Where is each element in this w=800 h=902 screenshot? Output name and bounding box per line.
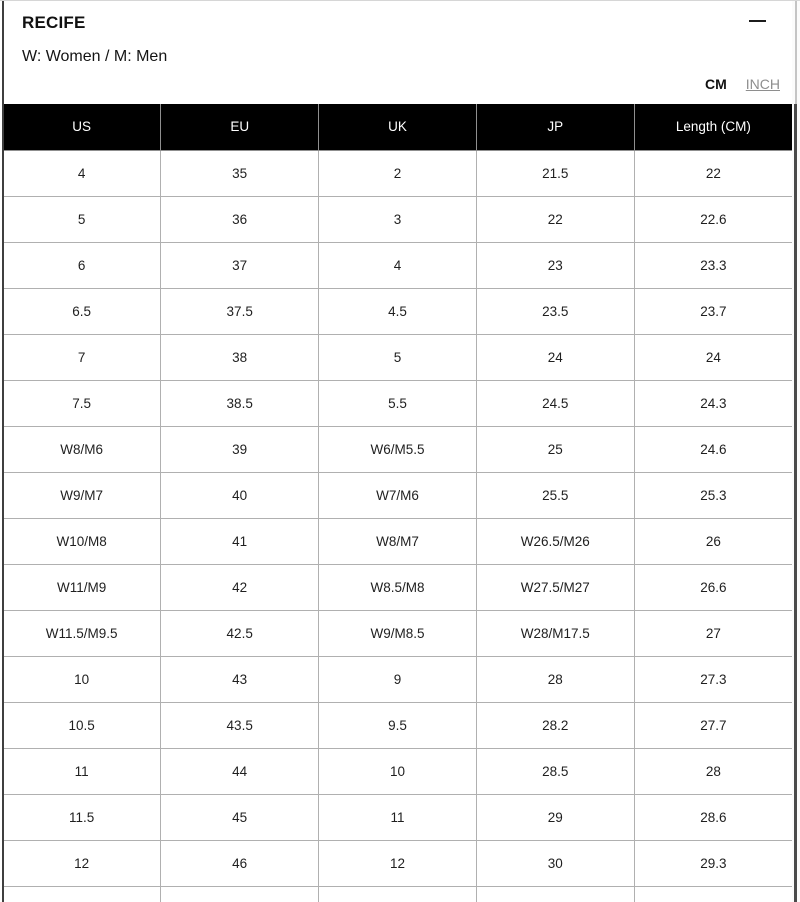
size-cell: 23.3 (634, 242, 792, 288)
size-cell: 38.5 (161, 380, 319, 426)
size-cell: 10.5 (3, 702, 161, 748)
size-cell: 22 (476, 196, 634, 242)
size-cell: W28/M17.5 (476, 610, 634, 656)
scrollbar-track-line (795, 1, 797, 104)
table-row (3, 518, 792, 564)
size-cell: 29.3 (634, 840, 792, 886)
size-cell: 36 (161, 196, 319, 242)
unit-toggle (705, 76, 780, 92)
size-cell: 44 (161, 748, 319, 794)
size-cell: 30 (476, 840, 634, 886)
table-row-partial (3, 886, 792, 902)
size-cell: 25 (476, 426, 634, 472)
size-cell: 28.2 (476, 702, 634, 748)
size-cell: 21.5 (476, 150, 634, 196)
table-row (3, 656, 792, 702)
size-cell: 23.5 (476, 288, 634, 334)
size-cell: W8.5/M8 (319, 564, 477, 610)
panel-left-edge (2, 1, 4, 902)
size-cell: 5.5 (319, 380, 477, 426)
size-cell: 24.5 (476, 380, 634, 426)
table-row (3, 702, 792, 748)
size-cell: 28.6 (634, 794, 792, 840)
size-cell: 5 (319, 334, 477, 380)
table-row (3, 426, 792, 472)
size-cell: W11.5/M9.5 (3, 610, 161, 656)
size-cell: 23.7 (634, 288, 792, 334)
size-cell: 37 (161, 242, 319, 288)
size-cell: W26.5/M26 (476, 518, 634, 564)
size-table-head (3, 104, 792, 150)
size-cell: 39 (161, 426, 319, 472)
size-cell: 28 (634, 748, 792, 794)
size-cell: 35 (161, 150, 319, 196)
size-cell: 27.7 (634, 702, 792, 748)
size-cell: 12 (3, 840, 161, 886)
size-cell: 2 (319, 150, 477, 196)
size-table (3, 104, 792, 902)
table-row (3, 150, 792, 196)
size-cell: W27.5/M27 (476, 564, 634, 610)
size-cell: W8/M7 (319, 518, 477, 564)
size-cell: 26 (634, 518, 792, 564)
size-cell (161, 886, 319, 902)
size-cell: 28.5 (476, 748, 634, 794)
size-cell: 10 (319, 748, 477, 794)
legend-text: W: Women / M: Men (22, 48, 168, 65)
column-header: JP (476, 104, 634, 150)
table-row (3, 748, 792, 794)
page-title: RECIFE (22, 13, 86, 32)
minus-icon (749, 20, 766, 22)
size-cell: 3 (319, 196, 477, 242)
table-row (3, 840, 792, 886)
size-cell (3, 886, 161, 902)
table-row (3, 196, 792, 242)
size-table-body (3, 150, 792, 902)
panel-header (0, 1, 800, 104)
size-cell: 25.3 (634, 472, 792, 518)
size-cell: 27 (634, 610, 792, 656)
table-row (3, 794, 792, 840)
size-cell: 46 (161, 840, 319, 886)
size-cell: 7.5 (3, 380, 161, 426)
size-cell: 24 (476, 334, 634, 380)
size-cell: W10/M8 (3, 518, 161, 564)
size-cell: 25.5 (476, 472, 634, 518)
unit-cm-button[interactable]: CM (704, 76, 727, 92)
size-cell: 9.5 (319, 702, 477, 748)
unit-inch-button[interactable]: INCH (745, 76, 780, 92)
size-cell (476, 886, 634, 902)
scrollbar-thumb[interactable] (794, 104, 797, 902)
size-cell: 5 (3, 196, 161, 242)
size-cell: 22 (634, 150, 792, 196)
size-cell: 23 (476, 242, 634, 288)
size-cell: 24 (634, 334, 792, 380)
table-row (3, 610, 792, 656)
column-header: US (3, 104, 161, 150)
size-cell: 6 (3, 242, 161, 288)
size-cell: 28 (476, 656, 634, 702)
size-cell: 6.5 (3, 288, 161, 334)
size-cell: 37.5 (161, 288, 319, 334)
size-cell: 42.5 (161, 610, 319, 656)
size-cell (634, 886, 792, 902)
size-cell: 29 (476, 794, 634, 840)
size-cell: 11 (319, 794, 477, 840)
size-cell: W9/M7 (3, 472, 161, 518)
size-cell: 45 (161, 794, 319, 840)
size-cell: W7/M6 (319, 472, 477, 518)
size-cell: 9 (319, 656, 477, 702)
size-cell: 22.6 (634, 196, 792, 242)
size-cell: 4 (3, 150, 161, 196)
size-cell: W8/M6 (3, 426, 161, 472)
table-row (3, 472, 792, 518)
size-cell: 11 (3, 748, 161, 794)
size-cell: 42 (161, 564, 319, 610)
size-cell: W11/M9 (3, 564, 161, 610)
table-row (3, 242, 792, 288)
table-row (3, 564, 792, 610)
size-cell (319, 886, 477, 902)
size-cell: 41 (161, 518, 319, 564)
size-cell: 26.6 (634, 564, 792, 610)
table-row (3, 380, 792, 426)
size-cell: 38 (161, 334, 319, 380)
size-cell: 11.5 (3, 794, 161, 840)
scrollbar-track[interactable] (792, 1, 800, 902)
column-header: UK (319, 104, 477, 150)
size-cell: 24.6 (634, 426, 792, 472)
size-cell: 27.3 (634, 656, 792, 702)
size-cell: 4 (319, 242, 477, 288)
column-header: Length (CM) (634, 104, 792, 150)
size-cell: 12 (319, 840, 477, 886)
table-header-row (3, 104, 792, 150)
size-cell: 7 (3, 334, 161, 380)
size-cell: W6/M5.5 (319, 426, 477, 472)
collapse-button[interactable] (742, 11, 772, 31)
column-header: EU (161, 104, 319, 150)
size-cell: 24.3 (634, 380, 792, 426)
table-row (3, 288, 792, 334)
size-cell: 10 (3, 656, 161, 702)
size-cell: W9/M8.5 (319, 610, 477, 656)
size-cell: 40 (161, 472, 319, 518)
size-cell: 43 (161, 656, 319, 702)
size-cell: 43.5 (161, 702, 319, 748)
size-cell: 4.5 (319, 288, 477, 334)
table-row (3, 334, 792, 380)
